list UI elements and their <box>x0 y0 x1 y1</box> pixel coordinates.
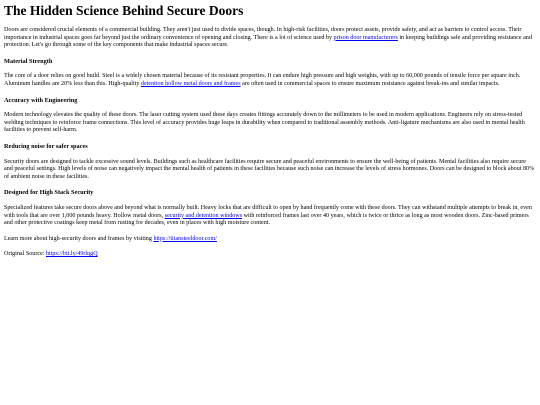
prison-door-manufacturers-link[interactable]: prison door manufacturers <box>333 34 398 41</box>
intro-text-after: in keeping buildings safe and providing resistance and protection. Let's go through some of the key components that make industrial spaces secure. <box>4 34 532 49</box>
noise-paragraph: Security doors are designed to tackle excessive sound levels. Buildings such as healthcare facilities require secure and peaceful environments to ensure the well-being of patients. Mental facilities also require secure and peaceful settings. High levels of noise can negatively impact the mental health of patients in these facilities because such noise can increase the levels of stress hormones. Doors can be designed to block about 80% of ambient noise in these facilities. <box>4 158 535 180</box>
intro-text-before: Doors are considered crucial elements of a commercial building. They aren't just used to divide spaces, though. In high-risk facilities, doors protect assets, provide safety, and act as barriers to control access. Their importance in industrial spaces goes far beyond just the ordinary convenience of opening and closing. There is a lot of science used by <box>4 27 522 41</box>
titan-steel-door-link[interactable]: https://titansteeldoor.com/ <box>153 235 217 242</box>
material-text-before: The core of a door relies on good build. Steel is a widely chosen material because of its resistant properties. It can endure high pressure and high weights, with up to 60,000 pounds of tensile force per square inch. Aluminum handles are 20% less than this. High-quality <box>4 73 521 87</box>
accuracy-paragraph: Modern technology elevates the quality of these doors. The laser cutting system used these days creates fittings accurately down to the millimeters to be used in modern applications. Engineers rely on stress-tested welding techniques to reinforce frame connections. This level of accuracy provides huge leaps in durability when compared to traditional assembly methods. Anti-ligature mechanisms are also used in mental health facilities to prevent self-harm. <box>4 112 525 134</box>
traffic-text-after: with reinforced frames last over 40 years, which is twice or thrice as long as most wooden doors. Zinc-based primers and other protective coatings keep metal from rusting for decades, even in places with high moisture content. <box>4 212 529 227</box>
original-source-link[interactable]: https://bit.ly/49rlqgQ <box>45 251 98 258</box>
material-strength-heading: Material Strength <box>4 57 53 65</box>
accuracy-heading: Accuracy with Engineering <box>4 96 78 104</box>
noise-heading: Reducing noise for safer spaces <box>4 142 88 150</box>
original-source-label: Original Source: <box>4 251 46 258</box>
intro-paragraph <box>4 27 536 50</box>
traffic-text-before: Specialized features take secure doors above and beyond what is normally built. Heavy locks that are difficult to open by hand frequently come with these doors. They can withstand multiple attempts to break in, even with tools that are over 1,000 pounds heavy. Hollow metal doors, <box>4 204 532 219</box>
material-text-after: are often used in commercial spaces to ensure maximum resistance against break-ins and similar impacts. <box>240 80 500 87</box>
high-traffic-paragraph <box>4 205 536 228</box>
detention-doors-frames-link[interactable]: detention hollow metal doors and frames <box>140 80 241 87</box>
learn-more-text: Learn more about high-security doors and frames by visiting <box>4 235 154 242</box>
material-strength-paragraph <box>4 73 536 88</box>
learn-more-paragraph <box>4 236 536 244</box>
original-source-paragraph <box>4 251 536 259</box>
security-detention-windows-link[interactable]: security and detention windows <box>164 212 243 219</box>
high-traffic-heading: Designed for High Stack Security <box>4 189 94 197</box>
page-title: The Hidden Science Behind Secure Doors <box>4 3 244 18</box>
